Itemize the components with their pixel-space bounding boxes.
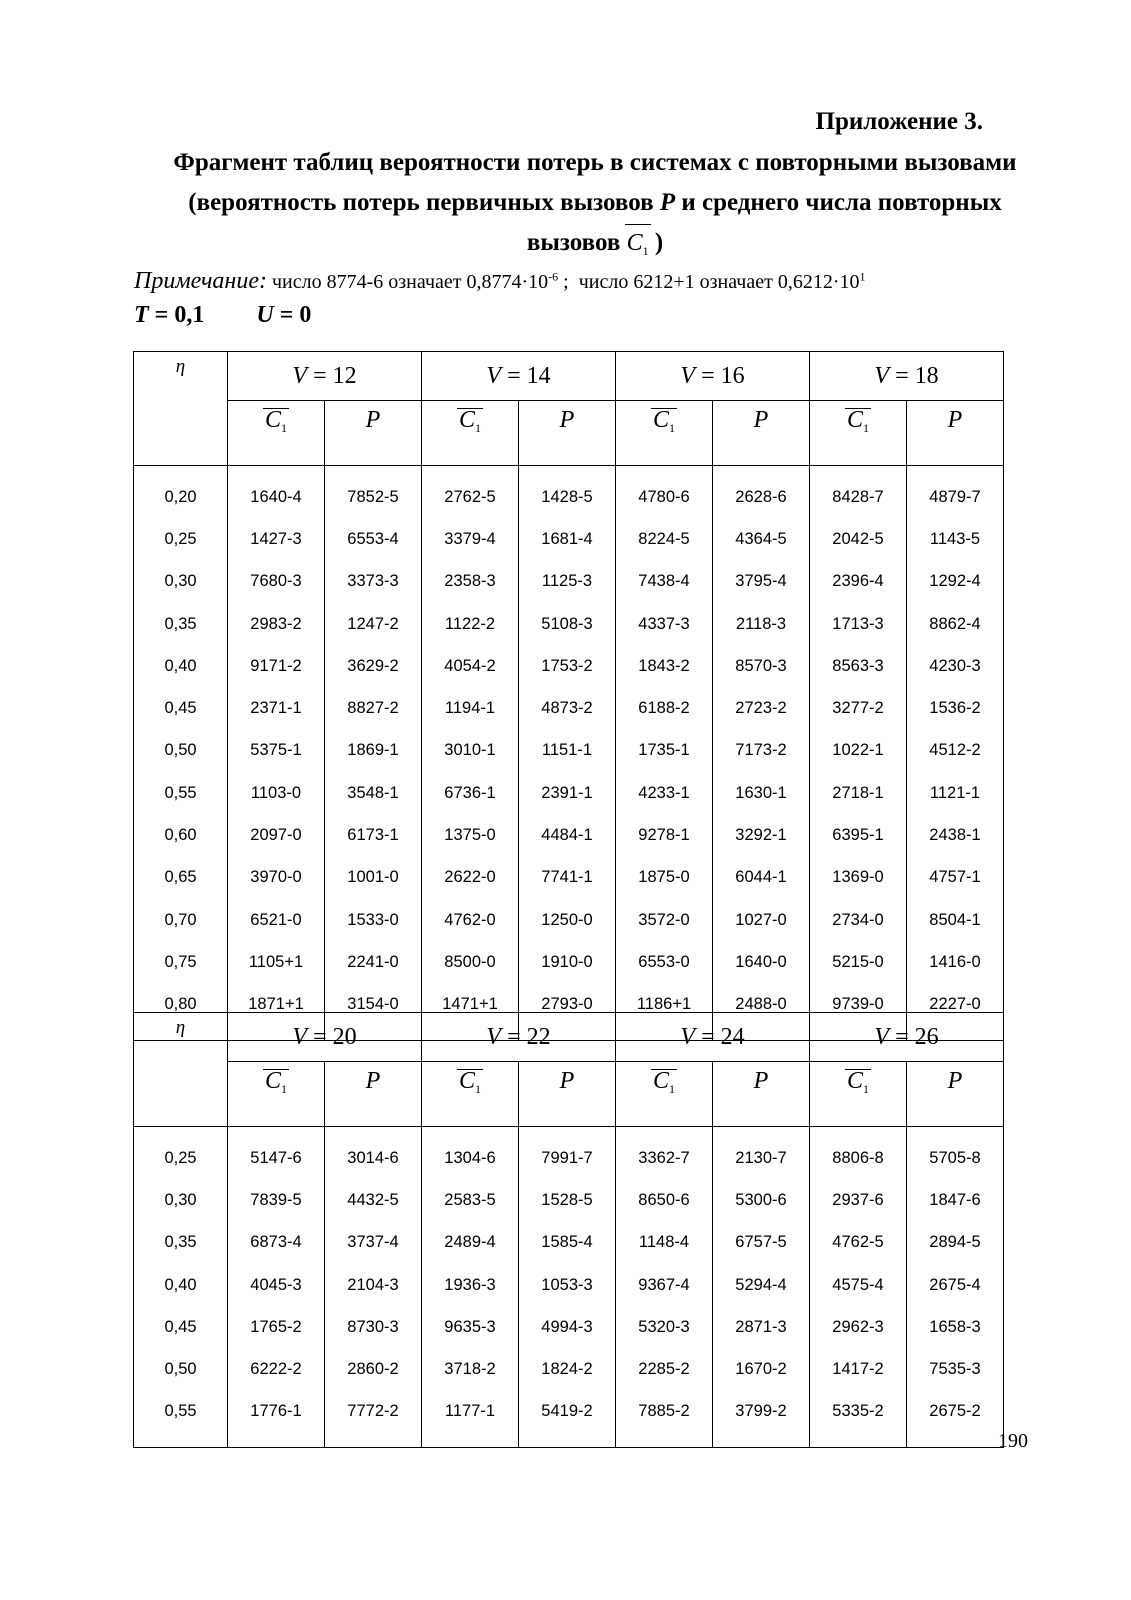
table-row — [134, 772, 1004, 814]
c1-value: 6395-1 — [810, 814, 907, 856]
p-column-header — [907, 1062, 1004, 1127]
c1-value: 2097-0 — [228, 814, 325, 856]
c1-value: 1765-2 — [228, 1306, 325, 1348]
p-value: 1640-0 — [713, 941, 810, 983]
p-value: 5300-6 — [713, 1179, 810, 1221]
p-value: 2793-0 — [519, 984, 616, 1041]
eta-value: 0,20 — [134, 466, 228, 519]
eta-value: 0,65 — [134, 857, 228, 899]
v-symbol: V — [874, 1023, 890, 1050]
c1-value: 2583-5 — [422, 1179, 519, 1221]
document-title — [120, 143, 1070, 271]
p-column-header — [713, 1062, 810, 1127]
p-value: 3014-6 — [325, 1127, 422, 1180]
c1-value: 2622-0 — [422, 857, 519, 899]
table-row — [134, 603, 1004, 645]
p-column-header — [519, 401, 616, 466]
p-value: 1250-0 — [519, 899, 616, 941]
v-equals: = — [695, 1023, 721, 1050]
p-value: 2118-3 — [713, 603, 810, 645]
p-value: 2723-2 — [713, 687, 810, 729]
note-text-2: число 6212+1 означает 0,6212·10 — [578, 271, 860, 293]
eta-value: 0,60 — [134, 814, 228, 856]
c1-value: 8428-7 — [810, 466, 907, 519]
p-column-header — [907, 401, 1004, 466]
c1-value: 1735-1 — [616, 730, 713, 772]
c1-value: 2962-3 — [810, 1306, 907, 1348]
p-value: 1143-5 — [907, 518, 1004, 560]
c1-column-header — [810, 1062, 907, 1127]
c1-value: 8650-6 — [616, 1179, 713, 1221]
c1-value: 4762-0 — [422, 899, 519, 941]
note — [134, 268, 866, 295]
c1-value: 7680-3 — [228, 561, 325, 603]
p-value: 4757-1 — [907, 857, 1004, 899]
p-value: 1416-0 — [907, 941, 1004, 983]
note-exponent-2: 1 — [859, 269, 866, 284]
param-u-label: U — [256, 302, 274, 328]
p-value: 5294-4 — [713, 1264, 810, 1306]
table-row — [134, 687, 1004, 729]
table-row — [134, 1127, 1004, 1180]
param-t-value: = 0,1 — [148, 302, 205, 328]
v-value: 16 — [720, 362, 745, 389]
v-equals: = — [889, 1023, 915, 1050]
p-value: 4873-2 — [519, 687, 616, 729]
p-value: 2675-2 — [907, 1391, 1004, 1448]
c1-value: 4575-4 — [810, 1264, 907, 1306]
v-equals: = — [695, 362, 721, 389]
c1-value: 6521-0 — [228, 899, 325, 941]
eta-value: 0,55 — [134, 1391, 228, 1448]
c1-value: 9171-2 — [228, 645, 325, 687]
c1-symbol: $C_1$ — [264, 1068, 287, 1096]
eta-value: 0,40 — [134, 1264, 228, 1306]
p-value: 1428-5 — [519, 466, 616, 519]
v-value: 22 — [526, 1023, 551, 1050]
p-column-header — [325, 401, 422, 466]
c1-value: 1148-4 — [616, 1222, 713, 1264]
c1-symbol: $C_1$ — [458, 1068, 481, 1096]
v-header-row — [134, 352, 1004, 401]
c1-value: 5335-2 — [810, 1391, 907, 1448]
v-value: 26 — [914, 1023, 939, 1050]
table-row — [134, 1179, 1004, 1221]
c1-value: 2983-2 — [228, 603, 325, 645]
c1-value: 1375-0 — [422, 814, 519, 856]
p-value: 3629-2 — [325, 645, 422, 687]
v-header — [810, 1013, 1004, 1062]
p-symbol: P — [947, 1068, 963, 1094]
eta-value: 0,55 — [134, 772, 228, 814]
c1-value: 7839-5 — [228, 1179, 325, 1221]
c1-column-header — [228, 1062, 325, 1127]
table-row — [134, 645, 1004, 687]
v-symbol: V — [680, 1023, 696, 1050]
c1-value: 1936-3 — [422, 1264, 519, 1306]
v-equals: = — [889, 362, 915, 389]
c1-value: 1471+1 — [422, 984, 519, 1041]
c1-value: 8563-3 — [810, 645, 907, 687]
eta-value: 0,50 — [134, 1348, 228, 1390]
c1-value: 4780-6 — [616, 466, 713, 519]
param-t-label: T — [134, 302, 149, 328]
p-value: 2130-7 — [713, 1127, 810, 1180]
p-value: 1824-2 — [519, 1348, 616, 1390]
c1-value: 2285-2 — [616, 1348, 713, 1390]
p-value: 4364-5 — [713, 518, 810, 560]
v-symbol: V — [874, 362, 890, 389]
c1-value: 4337-3 — [616, 603, 713, 645]
c1-value: 3572-0 — [616, 899, 713, 941]
p-value: 4994-3 — [519, 1306, 616, 1348]
v-equals: = — [307, 362, 333, 389]
v-header — [616, 1013, 810, 1062]
p-symbol: P — [559, 407, 575, 433]
p-value: 1658-3 — [907, 1306, 1004, 1348]
appendix-label: Приложение 3. — [815, 108, 983, 135]
c1-value: 4054-2 — [422, 645, 519, 687]
p-symbol: P — [365, 1068, 381, 1094]
v-equals: = — [501, 362, 527, 389]
c1-value: 1369-0 — [810, 857, 907, 899]
c1-column-header — [422, 1062, 519, 1127]
p-value: 1292-4 — [907, 561, 1004, 603]
title-line-1: Фрагмент таблиц вероятности потерь в системах с повторными вызовами — [173, 149, 1017, 176]
p-value: 7741-1 — [519, 857, 616, 899]
c1-value: 1843-2 — [616, 645, 713, 687]
p-column-header — [325, 1062, 422, 1127]
p-value: 1585-4 — [519, 1222, 616, 1264]
c1-value: 8224-5 — [616, 518, 713, 560]
column-header-row — [134, 401, 1004, 466]
p-value: 8504-1 — [907, 899, 1004, 941]
c1-value: 4762-5 — [810, 1222, 907, 1264]
c1-column-header — [616, 1062, 713, 1127]
p-value: 6553-4 — [325, 518, 422, 560]
c1-value: 1105+1 — [228, 941, 325, 983]
p-value: 2227-0 — [907, 984, 1004, 1041]
v-value: 20 — [332, 1023, 357, 1050]
p-value: 2860-2 — [325, 1348, 422, 1390]
param-u-value: = 0 — [273, 302, 312, 328]
eta-header: η — [134, 352, 228, 466]
note-separator: ; — [558, 271, 579, 293]
p-value: 8730-3 — [325, 1306, 422, 1348]
eta-value: 0,40 — [134, 645, 228, 687]
p-value: 2104-3 — [325, 1264, 422, 1306]
p-value: 6757-5 — [713, 1222, 810, 1264]
c1-column-header — [228, 401, 325, 466]
title-p-symbol: P — [659, 189, 676, 216]
p-column-header — [713, 401, 810, 466]
c1-value: 6553-0 — [616, 941, 713, 983]
p-value: 6044-1 — [713, 857, 810, 899]
p-value: 8862-4 — [907, 603, 1004, 645]
c1-value: 2371-1 — [228, 687, 325, 729]
table-row — [134, 561, 1004, 603]
eta-value: 0,30 — [134, 561, 228, 603]
p-value: 4879-7 — [907, 466, 1004, 519]
v-header-row — [134, 1013, 1004, 1062]
p-value: 1053-3 — [519, 1264, 616, 1306]
title-close-paren: ) — [654, 229, 664, 256]
c1-value: 1022-1 — [810, 730, 907, 772]
c1-value: 3277-2 — [810, 687, 907, 729]
p-value: 1027-0 — [713, 899, 810, 941]
table-row — [134, 1222, 1004, 1264]
v-value: 12 — [332, 362, 357, 389]
c1-value: 1122-2 — [422, 603, 519, 645]
c1-symbol: $C_1$ — [264, 407, 287, 435]
c1-value: 1304-6 — [422, 1127, 519, 1180]
note-label: Примечание: — [134, 268, 267, 294]
c1-value: 3970-0 — [228, 857, 325, 899]
p-value: 5705-8 — [907, 1127, 1004, 1180]
c1-value: 5320-3 — [616, 1306, 713, 1348]
eta-value: 0,80 — [134, 984, 228, 1041]
eta-value: 0,35 — [134, 1222, 228, 1264]
probability-table-1 — [133, 351, 1004, 1041]
c1-value: 9367-4 — [616, 1264, 713, 1306]
v-symbol: V — [486, 1023, 502, 1050]
c1-value: 3362-7 — [616, 1127, 713, 1180]
p-value: 5419-2 — [519, 1391, 616, 1448]
c1-symbol: $C_1$ — [652, 1068, 675, 1096]
c1-value: 6873-4 — [228, 1222, 325, 1264]
p-value: 2488-0 — [713, 984, 810, 1041]
p-value: 2894-5 — [907, 1222, 1004, 1264]
v-symbol: V — [486, 362, 502, 389]
p-value: 1533-0 — [325, 899, 422, 941]
p-value: 7991-7 — [519, 1127, 616, 1180]
eta-value: 0,25 — [134, 518, 228, 560]
title-line-3-word: вызовов — [526, 229, 621, 256]
c1-value: 5215-0 — [810, 941, 907, 983]
p-value: 1630-1 — [713, 772, 810, 814]
table-row — [134, 941, 1004, 983]
c1-value: 9739-0 — [810, 984, 907, 1041]
p-value: 6173-1 — [325, 814, 422, 856]
c1-value: 8500-0 — [422, 941, 519, 983]
eta-value: 0,45 — [134, 687, 228, 729]
p-column-header — [519, 1062, 616, 1127]
table-row — [134, 899, 1004, 941]
page-number: 190 — [998, 1430, 1028, 1452]
p-value: 1753-2 — [519, 645, 616, 687]
title-line-2 — [120, 183, 1070, 223]
v-header — [422, 1013, 616, 1062]
c1-value: 2358-3 — [422, 561, 519, 603]
c1-value: 4045-3 — [228, 1264, 325, 1306]
title-c1-symbol: $C_1$ — [627, 223, 649, 271]
p-value: 7852-5 — [325, 466, 422, 519]
p-value: 4484-1 — [519, 814, 616, 856]
p-value: 4230-3 — [907, 645, 1004, 687]
v-equals: = — [307, 1023, 333, 1050]
c1-value: 1871+1 — [228, 984, 325, 1041]
p-value: 7173-2 — [713, 730, 810, 772]
c1-value: 6188-2 — [616, 687, 713, 729]
c1-value: 2396-4 — [810, 561, 907, 603]
c1-value: 6736-1 — [422, 772, 519, 814]
c1-value: 8806-8 — [810, 1127, 907, 1180]
p-value: 1001-0 — [325, 857, 422, 899]
p-value: 3373-3 — [325, 561, 422, 603]
v-header — [228, 352, 422, 401]
c1-value: 1875-0 — [616, 857, 713, 899]
p-value: 1125-3 — [519, 561, 616, 603]
v-symbol: V — [292, 1023, 308, 1050]
p-value: 1536-2 — [907, 687, 1004, 729]
table-row — [134, 1391, 1004, 1448]
c1-value: 3718-2 — [422, 1348, 519, 1390]
eta-value: 0,70 — [134, 899, 228, 941]
c1-symbol: $C_1$ — [458, 407, 481, 435]
c1-value: 1776-1 — [228, 1391, 325, 1448]
title-line-2-end: и среднего числа повторных — [681, 189, 1002, 216]
title-line-3 — [120, 223, 1070, 271]
v-header — [810, 352, 1004, 401]
p-value: 7772-2 — [325, 1391, 422, 1448]
c1-value: 1194-1 — [422, 687, 519, 729]
p-value: 3548-1 — [325, 772, 422, 814]
c1-value: 1177-1 — [422, 1391, 519, 1448]
p-value: 1847-6 — [907, 1179, 1004, 1221]
c1-value: 2937-6 — [810, 1179, 907, 1221]
p-symbol: P — [753, 407, 769, 433]
table-row — [134, 730, 1004, 772]
p-value: 1528-5 — [519, 1179, 616, 1221]
p-value: 2628-6 — [713, 466, 810, 519]
table-row — [134, 1264, 1004, 1306]
note-text-1: число 8774-6 означает 0,8774·10 — [271, 271, 549, 293]
c1-value: 7438-4 — [616, 561, 713, 603]
v-header — [422, 352, 616, 401]
parameters-line — [134, 302, 311, 329]
p-value: 4432-5 — [325, 1179, 422, 1221]
p-value: 2675-4 — [907, 1264, 1004, 1306]
c1-value: 3379-4 — [422, 518, 519, 560]
c1-value: 6222-2 — [228, 1348, 325, 1390]
v-value: 18 — [914, 362, 939, 389]
eta-value: 0,45 — [134, 1306, 228, 1348]
c1-value: 1713-3 — [810, 603, 907, 645]
v-header — [616, 352, 810, 401]
c1-value: 1427-3 — [228, 518, 325, 560]
c1-column-header — [616, 401, 713, 466]
note-exponent-1: -6 — [548, 269, 559, 284]
c1-value: 2762-5 — [422, 466, 519, 519]
c1-column-header — [810, 401, 907, 466]
p-value: 3737-4 — [325, 1222, 422, 1264]
c1-symbol: $C_1$ — [846, 407, 869, 435]
p-value: 7535-3 — [907, 1348, 1004, 1390]
eta-value: 0,75 — [134, 941, 228, 983]
c1-value: 2734-0 — [810, 899, 907, 941]
c1-value: 9278-1 — [616, 814, 713, 856]
p-value: 1681-4 — [519, 518, 616, 560]
p-value: 3292-1 — [713, 814, 810, 856]
v-header — [228, 1013, 422, 1062]
table-row — [134, 518, 1004, 560]
table-row — [134, 1348, 1004, 1390]
c1-value: 1103-0 — [228, 772, 325, 814]
p-value: 2438-1 — [907, 814, 1004, 856]
eta-value: 0,50 — [134, 730, 228, 772]
eta-value: 0,25 — [134, 1127, 228, 1180]
table-row — [134, 814, 1004, 856]
c1-value: 9635-3 — [422, 1306, 519, 1348]
probability-table-2 — [133, 1012, 1004, 1448]
p-value: 2871-3 — [713, 1306, 810, 1348]
p-value: 1151-1 — [519, 730, 616, 772]
c1-value: 2042-5 — [810, 518, 907, 560]
p-value: 2391-1 — [519, 772, 616, 814]
v-symbol: V — [680, 362, 696, 389]
table-row — [134, 857, 1004, 899]
c1-value: 1417-2 — [810, 1348, 907, 1390]
c1-value: 1186+1 — [616, 984, 713, 1041]
p-value: 1670-2 — [713, 1348, 810, 1390]
p-value: 1910-0 — [519, 941, 616, 983]
c1-value: 4233-1 — [616, 772, 713, 814]
p-value: 5108-3 — [519, 603, 616, 645]
c1-value: 3010-1 — [422, 730, 519, 772]
c1-column-header — [422, 401, 519, 466]
c1-symbol: $C_1$ — [846, 1068, 869, 1096]
c1-value: 7885-2 — [616, 1391, 713, 1448]
p-symbol: P — [365, 407, 381, 433]
eta-header: η — [134, 1013, 228, 1127]
p-value: 4512-2 — [907, 730, 1004, 772]
p-value: 3799-2 — [713, 1391, 810, 1448]
table-row — [134, 1306, 1004, 1348]
v-equals: = — [501, 1023, 527, 1050]
table-row — [134, 466, 1004, 519]
c1-value: 2718-1 — [810, 772, 907, 814]
eta-value: 0,30 — [134, 1179, 228, 1221]
p-symbol: P — [559, 1068, 575, 1094]
p-value: 1869-1 — [325, 730, 422, 772]
p-value: 3795-4 — [713, 561, 810, 603]
p-symbol: P — [753, 1068, 769, 1094]
c1-symbol: $C_1$ — [652, 407, 675, 435]
v-symbol: V — [292, 362, 308, 389]
p-value: 2241-0 — [325, 941, 422, 983]
v-value: 24 — [720, 1023, 745, 1050]
c1-value: 5147-6 — [228, 1127, 325, 1180]
c1-value: 5375-1 — [228, 730, 325, 772]
p-value: 3154-0 — [325, 984, 422, 1041]
c1-value: 1640-4 — [228, 466, 325, 519]
p-value: 8827-2 — [325, 687, 422, 729]
column-header-row — [134, 1062, 1004, 1127]
eta-value: 0,35 — [134, 603, 228, 645]
c1-value: 2489-4 — [422, 1222, 519, 1264]
v-value: 14 — [526, 362, 551, 389]
p-value: 1121-1 — [907, 772, 1004, 814]
p-symbol: P — [947, 407, 963, 433]
title-line-2-start: (вероятность потерь первичных вызовов — [188, 189, 654, 216]
p-value: 8570-3 — [713, 645, 810, 687]
p-value: 1247-2 — [325, 603, 422, 645]
